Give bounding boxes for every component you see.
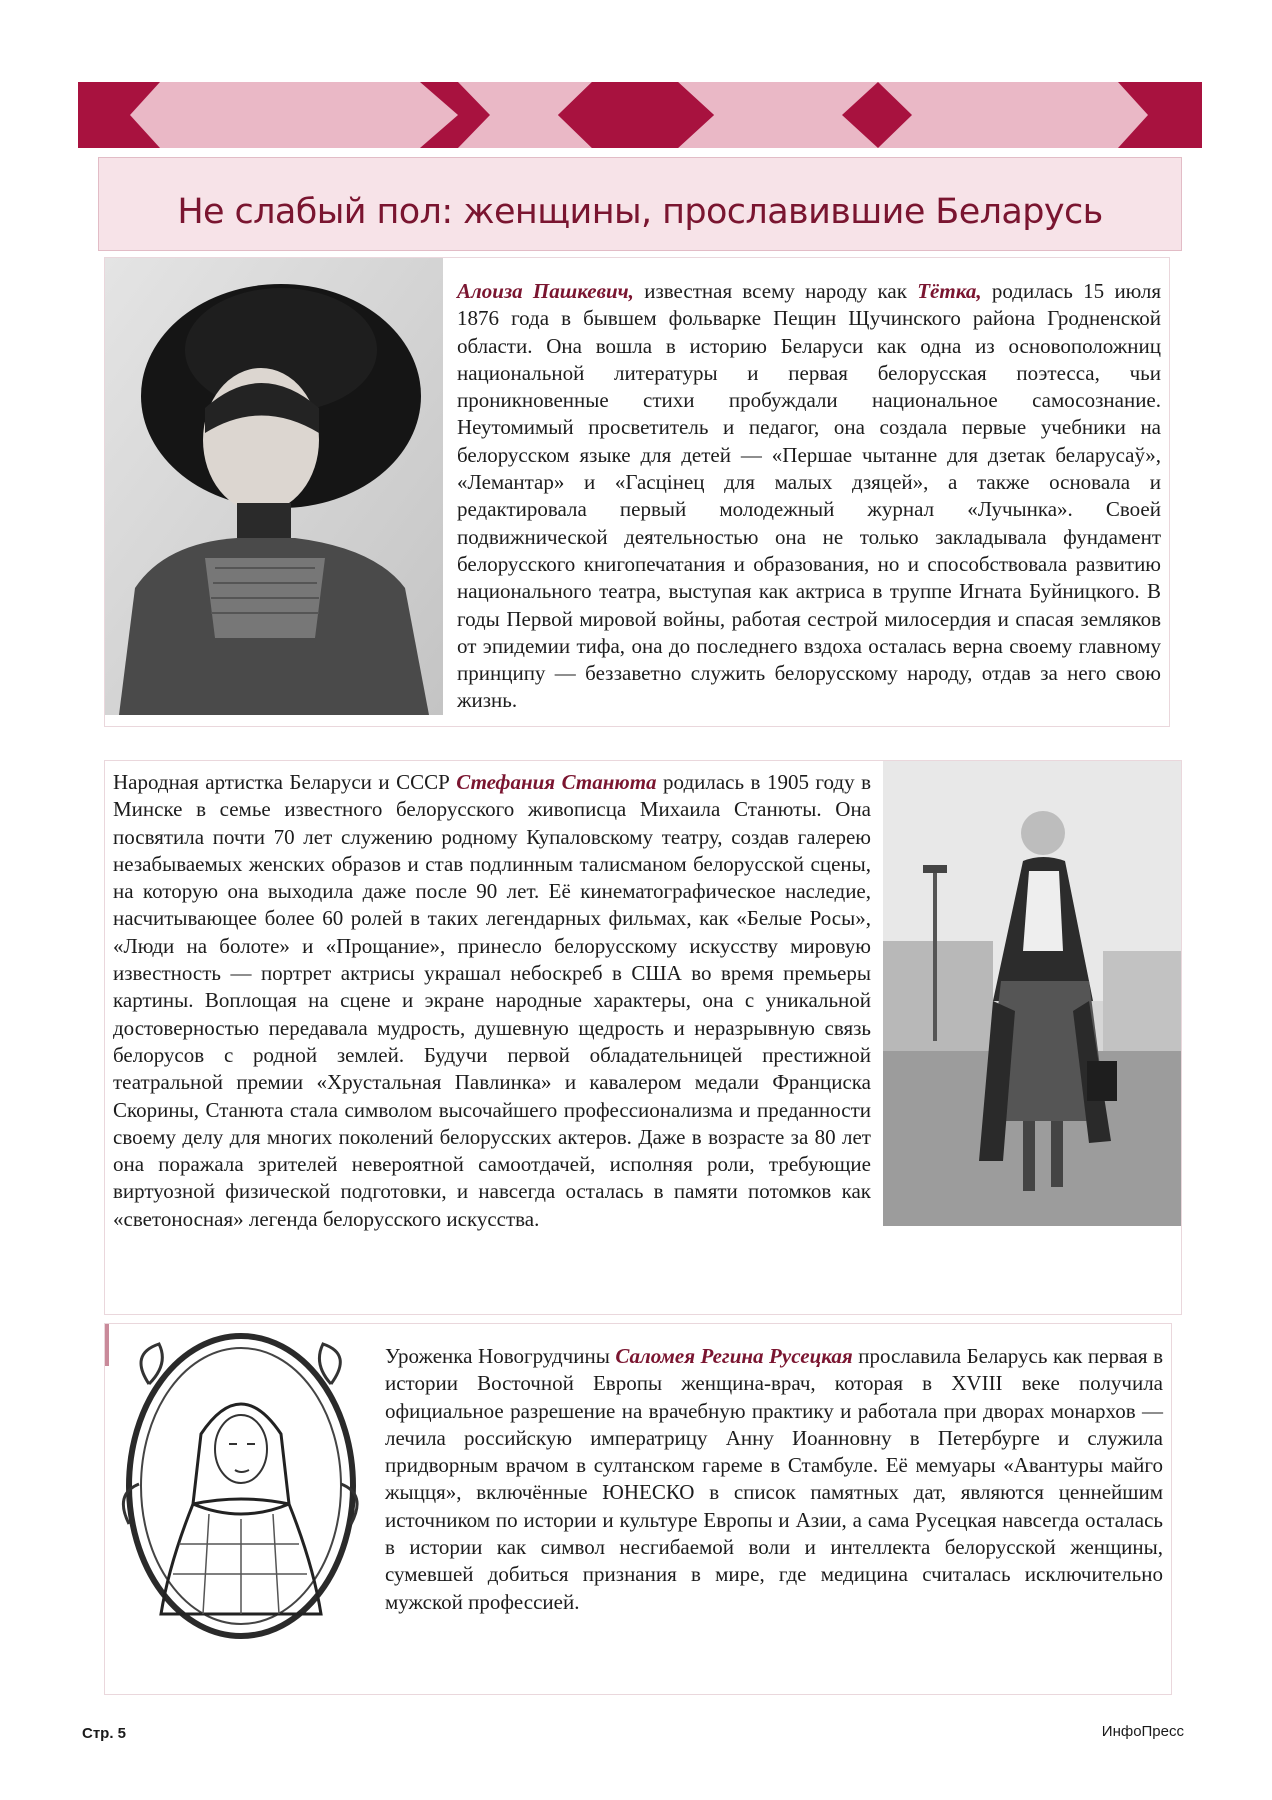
portrait-image (109, 1324, 371, 1672)
article-body (105, 1324, 1171, 1616)
page-title: Не слабый пол: женщины, прославившие Беларусь (177, 192, 1103, 232)
publisher-brand: ИнфоПресс (1101, 1723, 1184, 1740)
article-ruseckaya (104, 1323, 1172, 1695)
text-segment: Народная артистка Беларуси и СССР (113, 770, 457, 794)
portrait-photo-pashkevich (105, 258, 443, 715)
article-body (105, 761, 1181, 1233)
header-banner (78, 82, 1202, 148)
portrait-image (105, 258, 443, 715)
accent-bar (105, 1324, 109, 1366)
text-segment: родилась 15 июля 1876 года в бывшем фольварке Пещин Щучинского района Гродненской области. Она вошла в историю Беларуси как одна из основоположниц национальной литературы и первая белорусская поэтесса, чьи проникновенные стихи пробуждали национальное самосознание. Неутомимый просветитель и педагог, она создала первые учебники на белорусском языке для детей — «Першае чытанне для дзетак беларусаў», «Лемантар» и «Гасцінец для малых дзяцей», а также основала и редактировала первый молодежный журнал «Лучынка». Своей подвижнической деятельностью она не только закладывала фундамент белорусского книгопечатания и образования, но и способствовала развитию национального театра, выступая как актриса в труппе Игната Буйницкого. В годы Первой мировой войны, работая сестрой милосердия и спасая земляков от эпидемии тифа, она до последнего вздоха осталась верна своему главному принципу — беззаветно служить белорусскому народу, отдав за него свою жизнь. (457, 279, 1161, 713)
drawing-ruseckaya (109, 1324, 371, 1672)
photo-stanyuta-walking (883, 761, 1181, 1226)
subject-name: Саломея Регина Русецкая (615, 1344, 853, 1368)
text-segment: Уроженка Новогрудчины (385, 1344, 616, 1368)
chevron-banner-graphic (78, 82, 1202, 148)
text-segment: прославила Беларусь как первая в истории Восточной Европы женщина-врач, которая в XVIII веке получила официальное разрешение на врачебную практику и работала при дворах монархов — лечила российскую императрицу Анну Иоанновну в Петербурге и служила придворным врачом в султанском гареме в Стамбуле. Её мемуары «Авантуры майго жыцця», включённые ЮНЕСКО в список памятных дат, являются ценнейшим источником по истории и культуре Европы и Азии, а сама Русецкая навсегда осталась в истории как символ несгибаемой воли и интеллекта белорусской женщины, сумевшей добиться признания в мире, где медицина считалась исключительно мужской профессией. (385, 1344, 1164, 1614)
text-segment: известная всему народу как (633, 279, 918, 303)
portrait-image (883, 761, 1181, 1226)
banner-chevron-1 (130, 82, 458, 148)
subject-alias: Тётка, (917, 279, 982, 303)
article-stanyuta (104, 760, 1182, 1315)
article-body (105, 258, 1169, 715)
subject-name: Алоиза Пашкевич, (457, 279, 634, 303)
article-pashkevich (104, 257, 1170, 727)
banner-chevron-4 (878, 82, 1148, 148)
page-number: Стр. 5 (82, 1725, 127, 1742)
text-segment: родилась в 1905 году в Минске в семье известного белорусского живописца Михаила Станюты. Она посвятила почти 70 лет служению родному Купаловскому театру, создав галерею незабываемых женских образов и став подлинным талисманом белорусской сцены, на которую она выходила даже после 90 лет. Её кинематографическое наследие, насчитывающее более 60 ролей в таких легендарных фильмах, как «Белые Росы», «Люди на болоте» и «Прощание», принесло белорусскому искусству мировую известность — портрет актрисы украшал небоскреб в США во время премьеры картины. Воплощая на сцене и экране народные характеры, она с уникальной достоверностью передавала мудрость, душевную щедрость и неразрывную связь белорусов с родной землей. Будучи первой обладательницей престижной театральной премии «Хрустальная Павлинка» и кавалером медали Франциска Скорины, Станюта стала символом высочайшего профессионализма и преданности своему делу для многих поколений белорусских актеров. Даже в возрасте за 80 лет она поражала зрителей невероятной самоотдачей, исполняя роли, требующие виртуозной физической подготовки, и навсегда осталась в памяти потомков как «светоносная» легенда белорусского искусства. (113, 770, 871, 1231)
title-box (98, 157, 1182, 251)
subject-name: Стефания Станюта (456, 770, 657, 794)
